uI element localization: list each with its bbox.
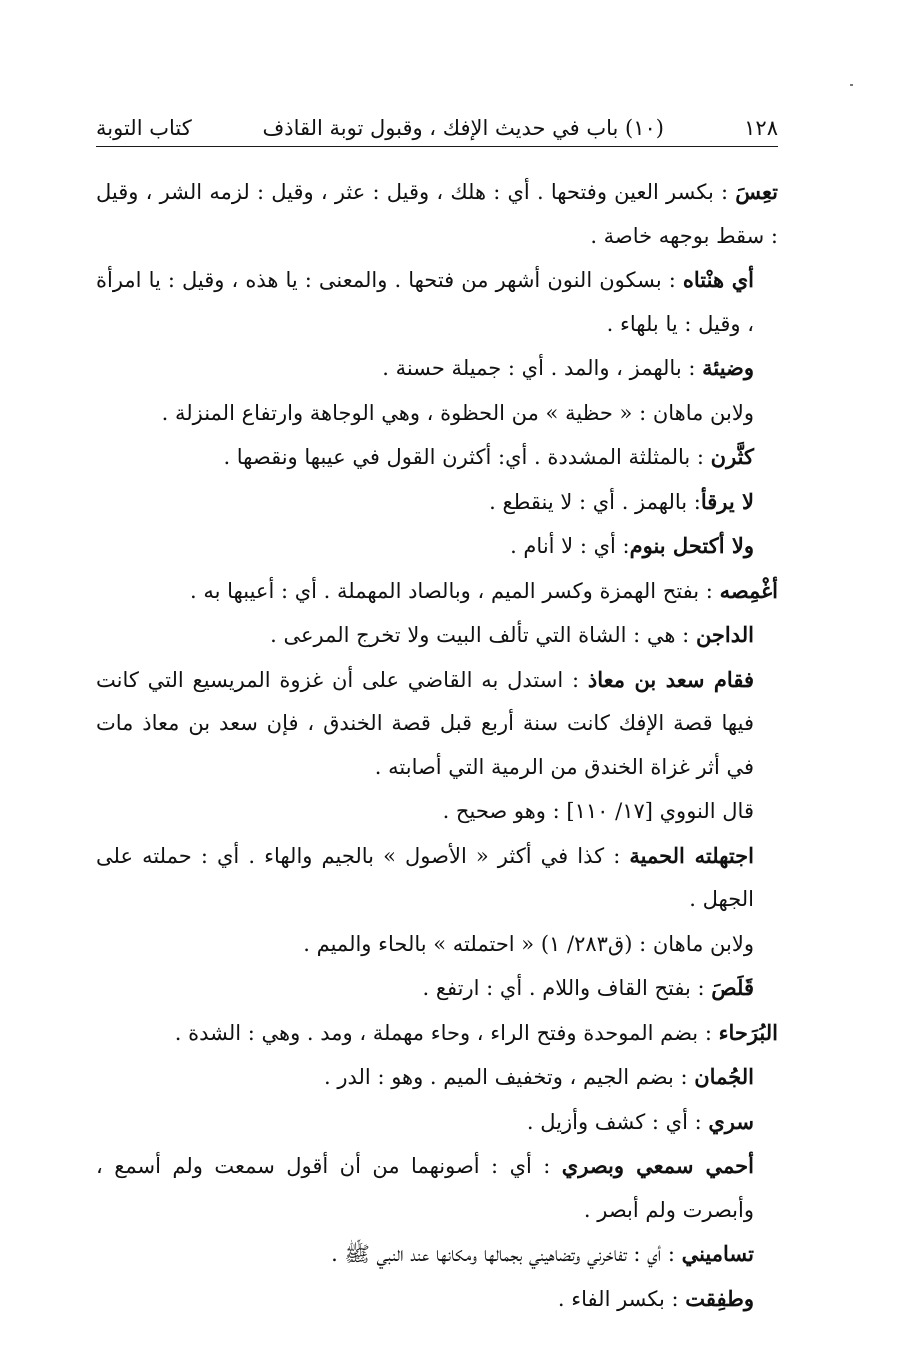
entry xyxy=(96,435,778,480)
entry-text: : بفتح الهمزة وكسر الميم ، وبالصاد المهملة . أي : أعيبها به . xyxy=(190,578,720,603)
entry-text: : بكسر الفاء . xyxy=(557,1286,686,1311)
entry-text: : بضم الموحدة وفتح الراء ، وحاء مهملة ، ومد . وهي : الشدة . xyxy=(174,1020,719,1045)
entry xyxy=(96,966,778,1011)
entry xyxy=(96,524,778,569)
scan-speck xyxy=(850,84,853,86)
entry xyxy=(96,346,778,391)
commentary-body xyxy=(96,170,778,1321)
entry-text: : بكسر العين وفتحها . أي : هلك ، وقيل : عثر ، وقيل : لزمه الشر ، وقيل : سقط بوجهه خاصة . xyxy=(96,180,778,248)
entry-text: : هي : الشاة التي تألف البيت ولا تخرج المرعى . xyxy=(270,623,696,647)
entry xyxy=(96,1144,778,1232)
entry xyxy=(96,613,778,658)
entry-term: وطفِقت xyxy=(685,1285,754,1311)
entry xyxy=(96,1100,778,1145)
entry xyxy=(96,1055,778,1100)
entry xyxy=(96,834,778,922)
entry-text: : بفتح القاف واللام . أي : ارتفع . xyxy=(422,976,712,1000)
entry-text: ولابن ماهان : (ق٢٨٣/ ١) « احتملته » بالحاء والميم . xyxy=(303,931,754,956)
entry-text: : بالمثلثة المشددة . أي: أكثرن القول في عيبها ونقصها . xyxy=(223,445,711,469)
page-number: ١٢٨ xyxy=(744,116,778,140)
entry xyxy=(96,480,778,525)
entry-text: : أي : لا أنام . xyxy=(510,534,630,558)
running-title: (١٠) باب في حديث الإفك ، وقبول توبة القاذف xyxy=(262,116,664,140)
entry-text: : كذا في أكثر « الأصول » بالجيم والهاء . أي : حملته على الجهل . xyxy=(96,843,754,911)
entry xyxy=(96,170,778,258)
entry-text: : استدل به القاضي على أن غزوة المريسيع التي كانت فيها قصة الإفك كانت سنة أربع قبل قصة الخندق ، فإن سعد بن معاذ مات في أثر غزاة الخندق من الرمية التي أصابته . xyxy=(96,667,754,779)
entry xyxy=(96,922,778,967)
entry-term: تعِسَ xyxy=(735,179,778,204)
entry-term: تساميني xyxy=(681,1241,754,1266)
entry-term: الداجن xyxy=(695,622,754,647)
entry-term: فقام سعد بن معاذ xyxy=(587,666,754,692)
entry xyxy=(96,258,778,346)
entry xyxy=(96,1277,778,1322)
entry-text: ولابن ماهان : « حظية » من الحظوة ، وهي الوجاهة وارتفاع المنزلة . xyxy=(161,400,754,425)
entry-term: أحمي سمعي وبصري xyxy=(561,1153,754,1178)
entry-term: سري xyxy=(708,1108,754,1134)
entry-text: : بسكون النون أشهر من فتحها . والمعنى : يا هذه ، وقيل : يا امرأة ، وقيل : يا بلهاء . xyxy=(96,268,754,336)
entry xyxy=(96,569,778,614)
entry xyxy=(96,789,778,834)
entry xyxy=(96,391,778,436)
entry-term: ولا أكتحل بنوم xyxy=(629,533,754,558)
entry-term: قَلَصَ xyxy=(711,975,754,1000)
entry-term: اجتهلته الحمية xyxy=(629,842,754,868)
entry-term: الجُمان xyxy=(694,1064,754,1089)
entry-term: البُرَحاء xyxy=(718,1019,778,1045)
entry-text: : أي : كشف وأزيل . xyxy=(526,1109,709,1134)
entry-term: لا يرقأ xyxy=(700,488,754,514)
book-title: كتاب التوبة xyxy=(96,116,192,140)
entry-term: وضيئة xyxy=(702,355,754,380)
entry-text: : بالهمز . أي : لا ينقطع . xyxy=(489,489,701,514)
entry-term: أي هنْتاه xyxy=(682,267,754,292)
entry-term: كثَّرن xyxy=(710,444,754,469)
entry xyxy=(96,658,778,790)
entry-text: : أي : تفاخرني وتضاهيني بجمالها ومكانها عند النبي ﷺ . xyxy=(331,1242,682,1266)
entry-text: قال النووي [١٧/ ١١٠] : وهو صحيح . xyxy=(442,799,754,823)
entry-text: : بضم الجيم ، وتخفيف الميم . وهو : الدر . xyxy=(324,1065,695,1089)
entry-term: أغْمِصه xyxy=(719,577,778,603)
page-header xyxy=(96,112,778,147)
entry xyxy=(96,1011,778,1056)
entry-text: : أي : أصونهما من أن أقول سمعت ولم أسمع ، وأبصرت ولم أبصر . xyxy=(96,1154,754,1222)
entry xyxy=(96,1232,778,1277)
entry-text: : بالهمز ، والمد . أي : جميلة حسنة . xyxy=(382,356,703,380)
